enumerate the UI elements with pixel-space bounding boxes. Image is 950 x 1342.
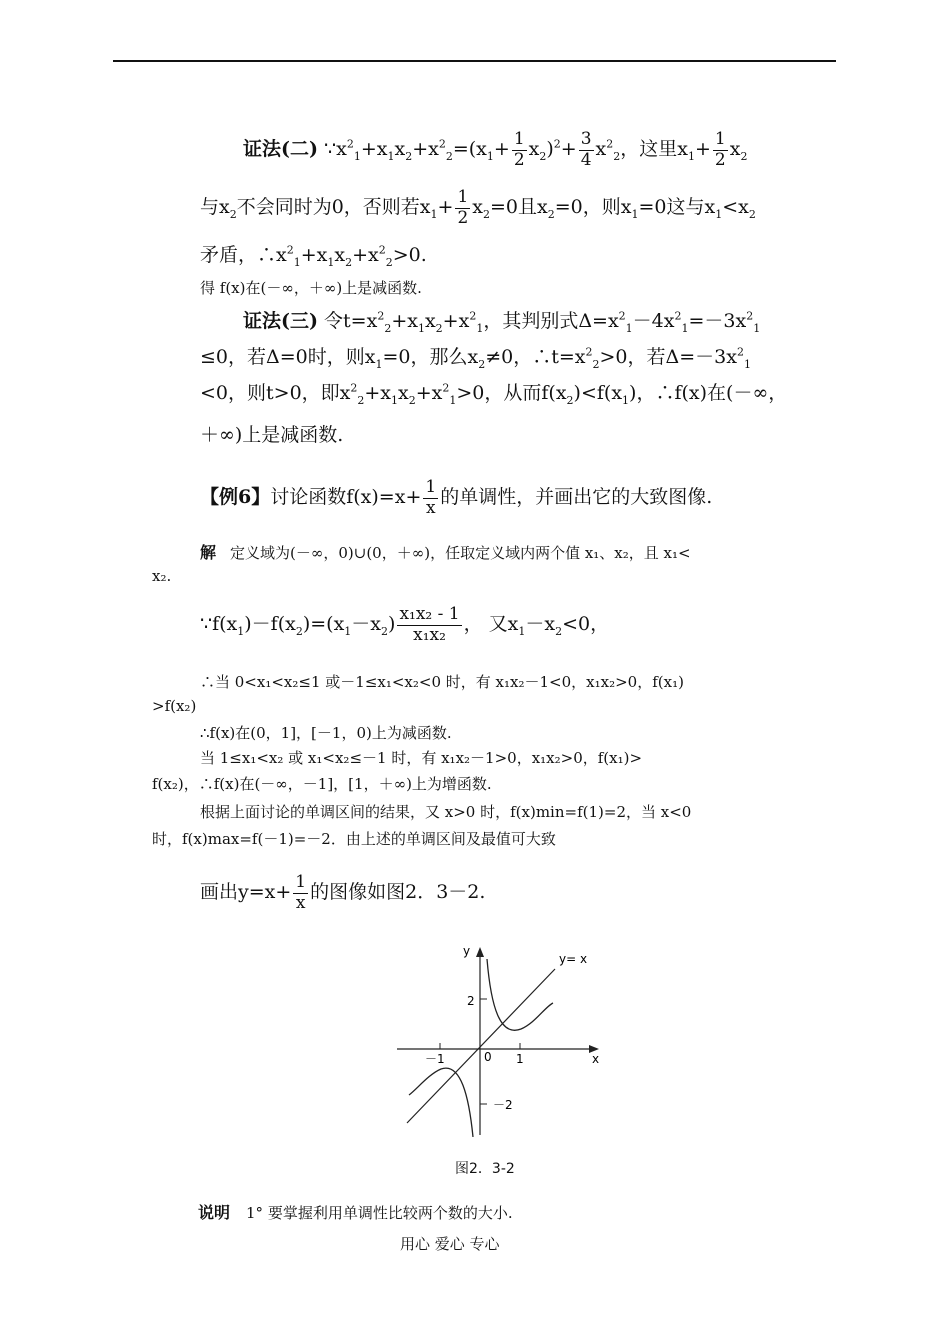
curve-branch-right xyxy=(487,959,553,1030)
note-line: 说明 1° 要掌握利用单调性比较两个数的大小. xyxy=(198,1203,513,1222)
origin-label: 0 xyxy=(484,1050,492,1064)
page-footer: 用心 爱心 专心 xyxy=(400,1235,500,1253)
solution-step3: ∴f(x)在(0，1]，[－1，0)上为减函数. xyxy=(200,724,452,742)
example6-heading: 【例6】讨论函数f(x)=x+ $\frac{1}{x}$ 的单调性，并画出它的大致图像. xyxy=(200,477,713,518)
note-label: 说明 xyxy=(198,1203,231,1222)
solution-step2: >f(x₂) xyxy=(152,697,197,715)
proof3-line3: <0，则t>0，即$x^2_2+x_1x_2+x^2_1>0$，从而$f(x_2)<f(x_1)$，∴f(x)在(－∞， xyxy=(200,381,788,407)
tick-label-m2: －2 xyxy=(493,1098,513,1112)
tick-label-1: 1 xyxy=(516,1052,524,1066)
solution-label: 解 xyxy=(200,543,217,562)
solution-step4: 当 1≤x₁<x₂ 或 x₁<x₂≤－1 时，有 x₁x₂－1>0，x₁x₂>0，f(x₁)> xyxy=(200,749,643,767)
solution-draw-line: 画出y=x+ $\frac{1}{x}$ 的图像如图2．3－2. xyxy=(200,872,486,913)
tick-label-2: 2 xyxy=(467,994,475,1008)
y-axis-label: y xyxy=(463,944,471,958)
solution-equation: $\because f(x_1)-f(x_2)=(x_1-x_2)$ $\frac{\text{x₁x₂ - 1}}{\text{x₁x₂}}$ ， 又$x_1-x_2<0$， xyxy=(200,604,610,645)
curve-branch-left xyxy=(409,1068,473,1137)
fraction-half: $\frac{1}{2}$ xyxy=(513,129,525,170)
proof2-label: 证法(二) xyxy=(243,138,318,161)
proof3-line1: 证法(三) 令$t=x^2_2+x_1x_2+x^2_1$，其判别式$\Delta=x^2_1-4x^2_1=-3x^2_1$ xyxy=(243,309,761,335)
line-y-equals-x xyxy=(407,969,555,1123)
proof2-line2: 与$x_2$不会同时为0，否则若$x_1+$ $\frac{1}{2}$ $x_2=0$且$x_2=0$，则$x_1=0$这与$x_1<x_2$ xyxy=(200,187,756,228)
proof3-label: 证法(三) xyxy=(243,310,318,332)
example6-label: 【例6】 xyxy=(200,486,271,509)
proof2-line1: 证法(二) $\because x^2_1+x_1x_2+x^2_2=(x_1+$ $\frac{1}{2}$ $x_2)^2+$ $\frac{3}{4}$ $x^2_2$，这里$x_1+$ $\frac{1}{2}$ $x_2$ xyxy=(243,129,748,170)
line-label: y= x xyxy=(559,952,588,966)
conclusion-text: 得 f(x)在(－∞，＋∞)上是减函数. xyxy=(200,279,422,297)
solution-step6: 根据上面讨论的单调区间的结果，又 x>0 时，f(x)min=f(1)=2，当 x<0 xyxy=(200,803,692,821)
x-axis-label: x xyxy=(592,1052,600,1066)
y-axis-arrow xyxy=(476,947,484,957)
header-rule xyxy=(113,60,836,62)
graph-figure xyxy=(395,937,605,1137)
proof3-line4: ＋∞)上是减函数. xyxy=(200,424,344,446)
solution-line1: 解 定义域为(－∞，0)∪(0，＋∞)，任取定义域内两个值 x₁、x₂，且 x₁< xyxy=(200,543,691,562)
figure-caption: 图2．3-2 xyxy=(455,1161,515,1177)
proof2-line3: 矛盾，$\therefore x^2_1+x_1x_2+x^2_2>0$. xyxy=(200,243,427,269)
solution-line2: x₂. xyxy=(152,567,172,585)
solution-step5: f(x₂)，∴f(x)在(－∞，－1]，[1，＋∞)上为增函数. xyxy=(152,775,492,793)
solution-step1: ∴当 0<x₁<x₂≤1 或－1≤x₁<x₂<0 时，有 x₁x₂－1<0，x₁x₂>0，f(x₁) xyxy=(200,673,684,691)
solution-step7: 时，f(x)max=f(－1)=－2．由上述的单调区间及最值可大致 xyxy=(152,830,556,848)
tick-label-m1: －1 xyxy=(425,1052,445,1066)
fraction-three-quarters: $\frac{3}{4}$ xyxy=(580,129,592,170)
fraction-x1x2: $\frac{\text{x₁x₂ - 1}}{\text{x₁x₂}}$ xyxy=(399,604,460,645)
proof3-line2: ≤0，若Δ=0时，则$x_1=0$，那么$x_2\ne 0$，$\therefore t=x^2_2>0$，若$\Delta=-3x^2_1$ xyxy=(200,345,751,371)
